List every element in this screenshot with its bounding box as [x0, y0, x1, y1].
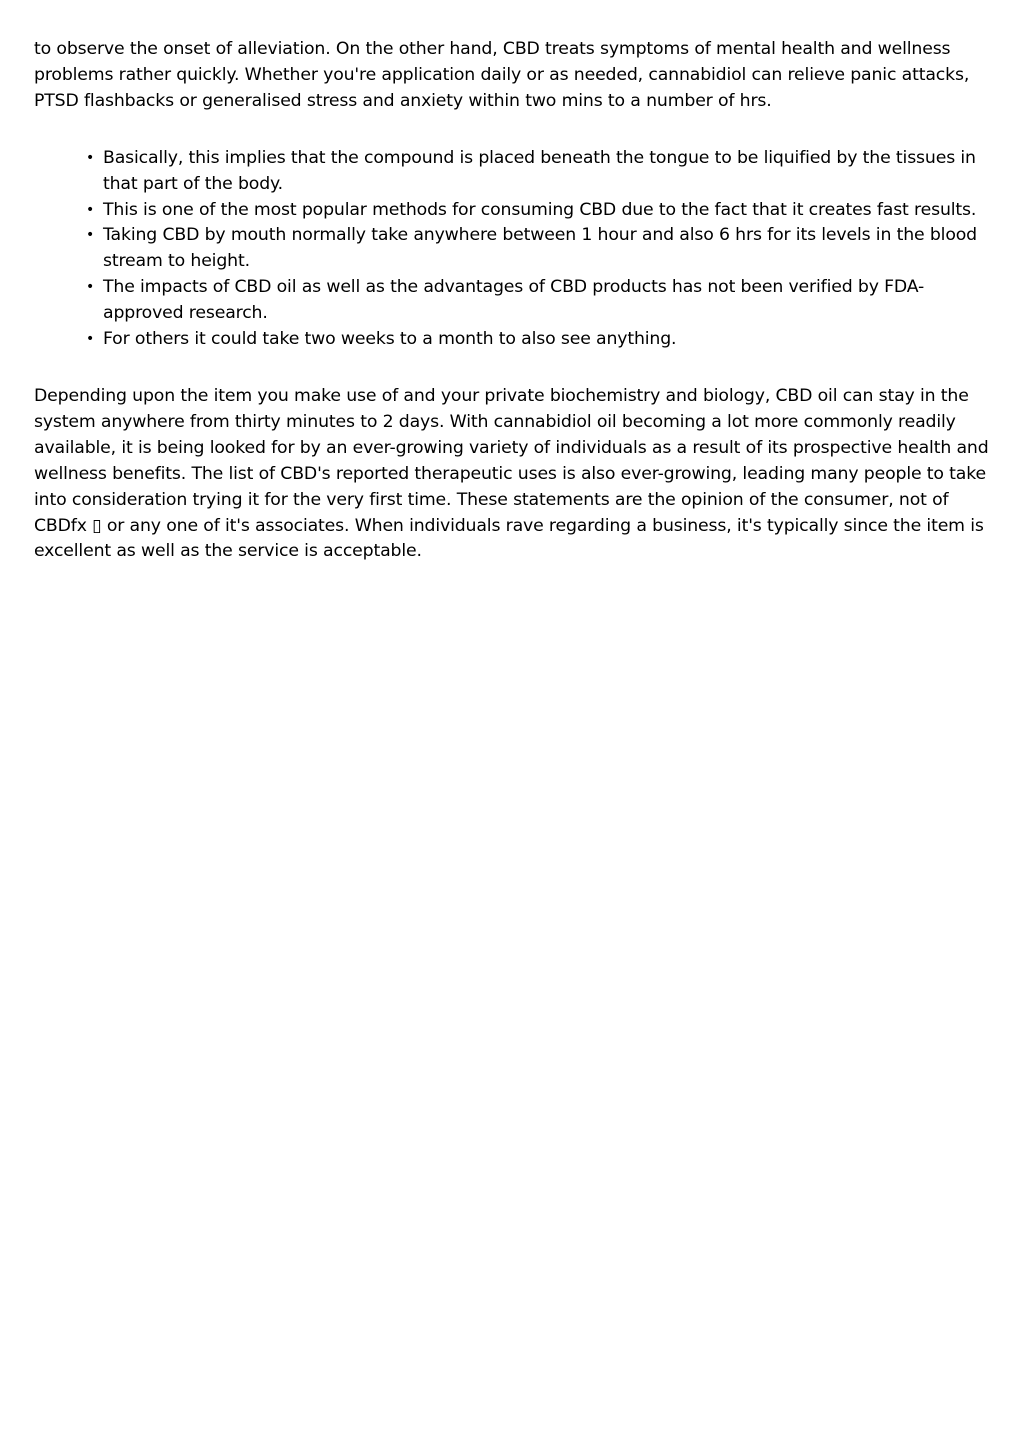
- bullet-item: [86, 198, 989, 224]
- bullet-text: Taking CBD by mouth normally take anywhere between 1 hour and also 6 hrs for its levels in the blood stream to height.: [103, 225, 977, 272]
- bullet-marker: •: [86, 331, 95, 348]
- bullet-marker: •: [86, 201, 95, 218]
- bullet-marker: •: [86, 279, 95, 296]
- document-body: [34, 37, 989, 565]
- bullet-marker: •: [86, 227, 95, 244]
- closing-paragraph: Depending upon the item you make use of and your private biochemistry and biology, CBD oil can stay in the system anywhere from thirty minutes to 2 days. With cannabidiol oil becoming a lot more commonly readily available, it is being looked for by an ever-growing variety of individuals as a result of its prospective health and wellness benefits. The list of CBD's reported therapeutic uses is also ever-growing, leading many people to take into consideration trying it for the very first time. These statements are the opinion of the consumer, not of CBDfx ▯ or any one of it's associates. When individuals rave regarding a business, it's typically since the item is excellent as well as the service is acceptable.: [34, 385, 989, 562]
- bullet-item: [86, 327, 989, 353]
- bullet-list: [34, 146, 989, 353]
- bullet-text: For others it could take two weeks to a month to also see anything.: [103, 329, 677, 350]
- bullet-marker: •: [86, 149, 95, 166]
- bullet-text: The impacts of CBD oil as well as the advantages of CBD products has not been verified by FDA-approved research.: [103, 277, 925, 324]
- bullet-text: Basically, this implies that the compound is placed beneath the tongue to be liquified by the tissues in that part of the body.: [103, 147, 976, 194]
- bullet-item: [86, 146, 989, 198]
- bullet-text: This is one of the most popular methods for consuming CBD due to the fact that it creates fast results.: [103, 199, 977, 220]
- bullet-item: [86, 223, 989, 275]
- bullet-item: [86, 275, 989, 327]
- intro-paragraph: to observe the onset of alleviation. On the other hand, CBD treats symptoms of mental health and wellness problems rather quickly. Whether you're application daily or as needed, cannabidiol can relieve panic attacks, PTSD flashbacks or generalised stress and anxiety within two mins to a number of hrs.: [34, 39, 970, 111]
